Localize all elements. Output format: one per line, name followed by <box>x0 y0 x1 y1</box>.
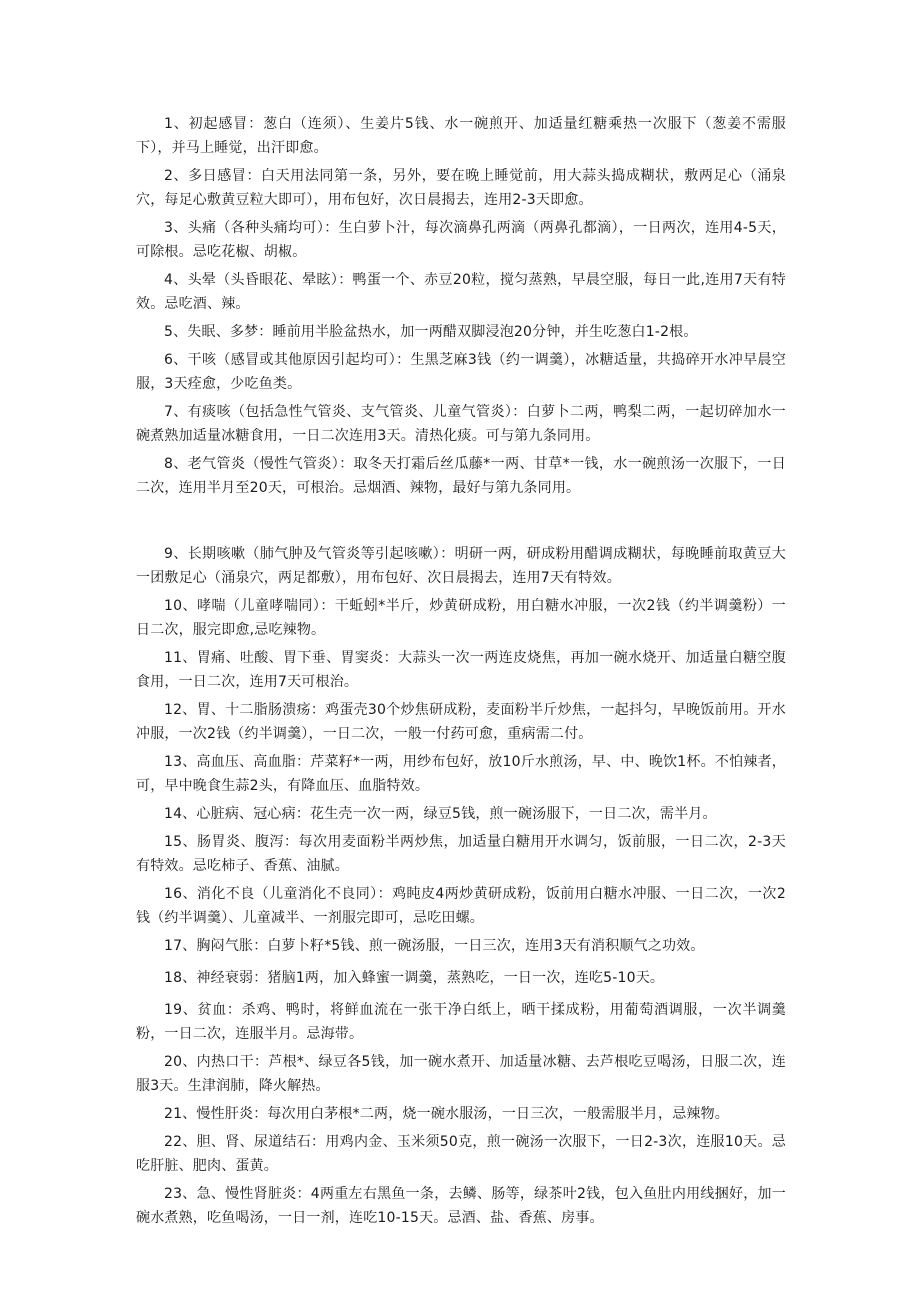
remedy-item-19: 19、贫血：杀鸡、鸭时，将鲜血流在一张干净白纸上，晒干揉成粉，用葡萄酒调服，一次半调羹粉，一日二次，连服半月。忌海带。 <box>136 1002 786 1042</box>
document-body <box>136 112 786 1234</box>
remedy-item-10: 10、哮喘（儿童哮喘同）：干蚯蚓*半斤，炒黄研成粉，用白糖水冲服，一次2钱（约半调羹粉）一日二次，服完即愈,忌吃辣物。 <box>136 598 786 638</box>
remedy-item-20: 20、内热口干：芦根*、绿豆各5钱，加一碗水煮开、加适量冰糖、去芦根吃豆喝汤，日服二次，连服3天。生津润肺，降火解热。 <box>136 1054 786 1094</box>
remedy-item-5: 5、失眠、多梦：睡前用半脸盆热水，加一两醋双脚浸泡20分钟，并生吃葱白1-2根。 <box>164 324 698 340</box>
remedy-item-1: 1、初起感冒：葱白（连须）、生姜片5钱、水一碗煎开、加适量红糖乘热一次服下（葱姜不需服下），并马上睡觉，出汗即愈。 <box>136 116 786 156</box>
remedy-item-12: 12、胃、十二脂肠溃疡：鸡蛋壳30个炒焦研成粉，麦面粉半斤炒焦，一起抖匀，早晚饭前用。开水冲服，一次2钱（约半调羹），一日二次，一般一付药可愈，重病需二付。 <box>136 702 786 742</box>
remedy-item-14: 14、心脏病、冠心病：花生壳一次一两，绿豆5钱，煎一碗汤服下，一日二次，需半月。 <box>164 806 717 822</box>
remedy-item-9: 9、长期咳嗽（肺气肿及气管炎等引起咳嗽）：明研一两，研成粉用醋调成糊状，每晚睡前取黄豆大一团敷足心（涌泉穴，两足都敷），用布包好、次日晨揭去，连用7天有特效。 <box>136 546 786 586</box>
remedy-item-3: 3、头痛（各种头痛均可）：生白萝卜汁，每次滴鼻孔两滴（两鼻孔都滴），一日两次，连用4-5天，可除根。忌吃花椒、胡椒。 <box>136 220 786 260</box>
remedy-item-21: 21、慢性肝炎：每次用白茅根*二两，烧一碗水服汤，一日三次，一般需服半月，忌辣物。 <box>164 1106 730 1122</box>
remedy-item-16: 16、消化不良（儿童消化不良同）：鸡盹皮4两炒黄研成粉，饭前用白糖水冲服、一日二次，一次2钱（约半调羹）、儿童减半、一剂服完即可，忌吃田螺。 <box>136 886 786 926</box>
remedy-item-17: 17、胸闷气胀：白萝卜籽*5钱、煎一碗汤服，一日三次，连用3天有消积顺气之功效。 <box>164 938 705 954</box>
remedy-item-13: 13、高血压、高血脂：芹菜籽*一两，用纱布包好，放10斤水煎汤，早、中、晚饮1杯。不怕辣者，可，早中晚食生蒜2头，有降血压、血脂特效。 <box>136 754 786 794</box>
remedy-item-23: 23、急、慢性肾脏炎：4两重左右黑鱼一条，去鳞、肠等，绿茶叶2钱，包入鱼肚内用线捆好，加一碗水煮熟，吃鱼喝汤，一日一剂，连吃10-15天。忌酒、盐、香蕉、房事。 <box>136 1186 786 1226</box>
section-gap <box>136 504 786 542</box>
remedy-item-18: 18、神经衰弱：猪脑1两，加入蜂蜜一调羹，蒸熟吃，一日一次，连吃5-10天。 <box>164 970 665 986</box>
remedy-item-22: 22、胆、肾、尿道结石：用鸡内金、玉米须50克，煎一碗汤一次服下，一日2-3次，连服10天。忌吃肝脏、肥肉、蛋黄。 <box>136 1134 786 1174</box>
remedy-item-7: 7、有痰咳（包括急性气管炎、支气管炎、儿童气管炎）：白萝卜二两，鸭梨二两，一起切碎加水一碗煮熟加适量冰糖食用，一日二次连用3天。清热化痰。可与第九条同用。 <box>136 404 786 444</box>
remedy-item-11: 11、胃痛、吐酸、胃下垂、胃窦炎：大蒜头一次一两连皮烧焦，再加一碗水烧开、加适量白糖空腹食用，一日二次，连用7天可根治。 <box>136 650 786 690</box>
remedy-item-6: 6、干咳（感冒或其他原因引起均可）：生黑芝麻3钱（约一调羹），冰糖适量，共捣碎开水冲早晨空服，3天痊愈，少吃鱼类。 <box>136 352 786 392</box>
remedy-item-15: 15、肠胃炎、腹泻：每次用麦面粉半两炒焦，加适量白糖用开水调匀，饭前服，一日二次，2-3天有特效。忌吃柿子、香蕉、油腻。 <box>136 834 786 874</box>
remedy-item-2: 2、多日感冒：白天用法同第一条，另外，要在晚上睡觉前，用大蒜头捣成糊状，敷两足心（涌泉穴，每足心敷黄豆粒大即可），用布包好，次日晨揭去，连用2-3天即愈。 <box>136 168 786 208</box>
remedy-item-8: 8、老气管炎（慢性气管炎）：取冬天打霜后丝瓜藤*一两、甘草*一钱，水一碗煎汤一次服下，一日二次，连用半月至20天，可根治。忌烟酒、辣物，最好与第九条同用。 <box>136 456 786 496</box>
remedy-item-4: 4、头晕（头昏眼花、晕眩）：鸭蛋一个、赤豆20粒，搅匀蒸熟，早晨空服，每日一此,连用7天有特效。忌吃酒、辣。 <box>136 272 786 312</box>
